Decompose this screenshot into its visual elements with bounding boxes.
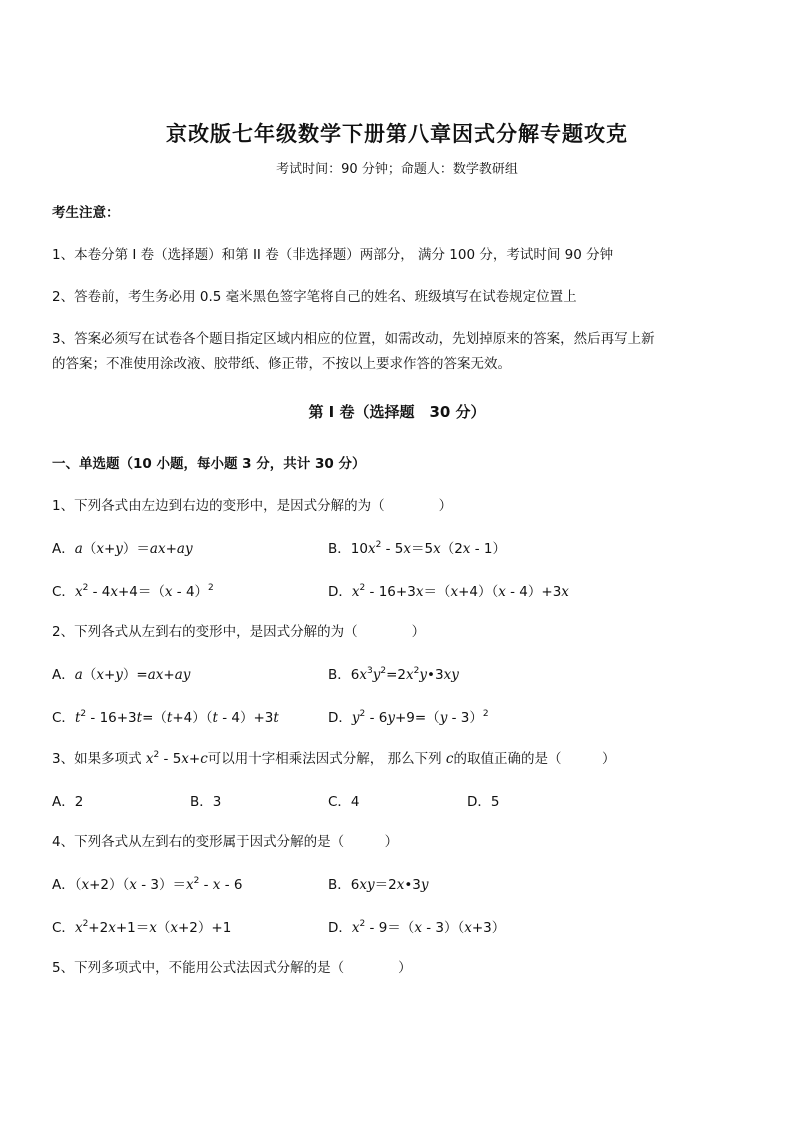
question-1-option-d[interactable]: D．$x^2 - 16+3x=(x+4)(x - 4)+3x$ — [328, 583, 569, 600]
part-1-title: 第 I 卷（选择题 30 分） — [308, 403, 486, 421]
question-4-option-a[interactable]: A．$(x+2)(x - 3)=x^2 - x - 6$ — [52, 876, 243, 893]
question-4-option-d[interactable]: D．$x^2 - 9=(x - 3)(x+3)$ — [328, 919, 506, 936]
question-3-option-d[interactable]: D．5 — [467, 794, 500, 810]
question-2-option-b[interactable]: B．$6x^3y^2=2x^2y•3xy$ — [328, 666, 459, 683]
question-1-option-b[interactable]: B．$10x^2 - 5x=5x(2x - 1)$ — [328, 540, 506, 557]
question-1-option-a[interactable]: A．a（x+y）＝ax+ay — [52, 541, 193, 557]
question-1-option-c[interactable]: C．$x^2 - 4x+4=(x - 4)^2$ — [52, 583, 214, 600]
question-2-stem: 2、下列各式从左到右的变形中，是因式分解的为（ ） — [52, 624, 426, 640]
exam-info: 考试时间：90 分钟；命题人：数学教研组 — [276, 162, 518, 177]
question-5-stem: 5、下列多项式中，不能用公式法因式分解的是（ ） — [52, 960, 412, 976]
question-3-option-b[interactable]: B．3 — [190, 794, 222, 810]
question-3-option-c[interactable]: C．4 — [328, 794, 360, 810]
question-1-stem: 1、下列各式由左边到右边的变形中，是因式分解的为（ ） — [52, 498, 453, 514]
section-heading: 一、单选题（10 小题，每小题 3 分，共计 30 分） — [52, 456, 366, 472]
question-2-option-d[interactable]: D．$y^2 - 6y+9=(y - 3)^2$ — [328, 709, 489, 726]
notice-item-1: 1、本卷分第 I 卷（选择题）和第 II 卷（非选择题）两部分， 满分 100 分，考试时间 90 分钟 — [52, 247, 614, 263]
notice-item-3: 3、答案必须写在试卷各个题目指定区域内相应的位置，如需改动，先划掉原来的答案，然后再写上新 — [52, 331, 655, 347]
notice-item-3-continued: 的答案；不准使用涂改液、胶带纸、修正带，不按以上要求作答的答案无效。 — [52, 356, 511, 372]
page-title: 京改版七年级数学下册第八章因式分解专题攻克 — [166, 121, 628, 146]
question-4-option-c[interactable]: C．$x^2+2x+1=x(x+2)+1$ — [52, 919, 232, 936]
question-4-stem: 4、下列各式从左到右的变形属于因式分解的是（ ） — [52, 834, 399, 850]
question-2-option-c[interactable]: C．$t^2 - 16+3t=(t+4)(t - 4)+3t$ — [52, 709, 279, 726]
question-2-option-a[interactable]: A．a（x+y）=ax+ay — [52, 667, 191, 683]
question-4-option-b[interactable]: B．6xy＝2x•3y — [328, 877, 429, 893]
question-3-stem: 3、如果多项式 $x^2 - 5x+c$可以用十字相乘法因式分解， 那么下列 c的取值正确的是（ ） — [52, 750, 616, 767]
notice-item-2: 2、答卷前，考生务必用 0.5 毫米黑色签字笔将自己的姓名、班级填写在试卷规定位置上 — [52, 289, 577, 305]
notice-heading: 考生注意： — [52, 205, 120, 221]
question-3-option-a[interactable]: A．2 — [52, 794, 84, 810]
